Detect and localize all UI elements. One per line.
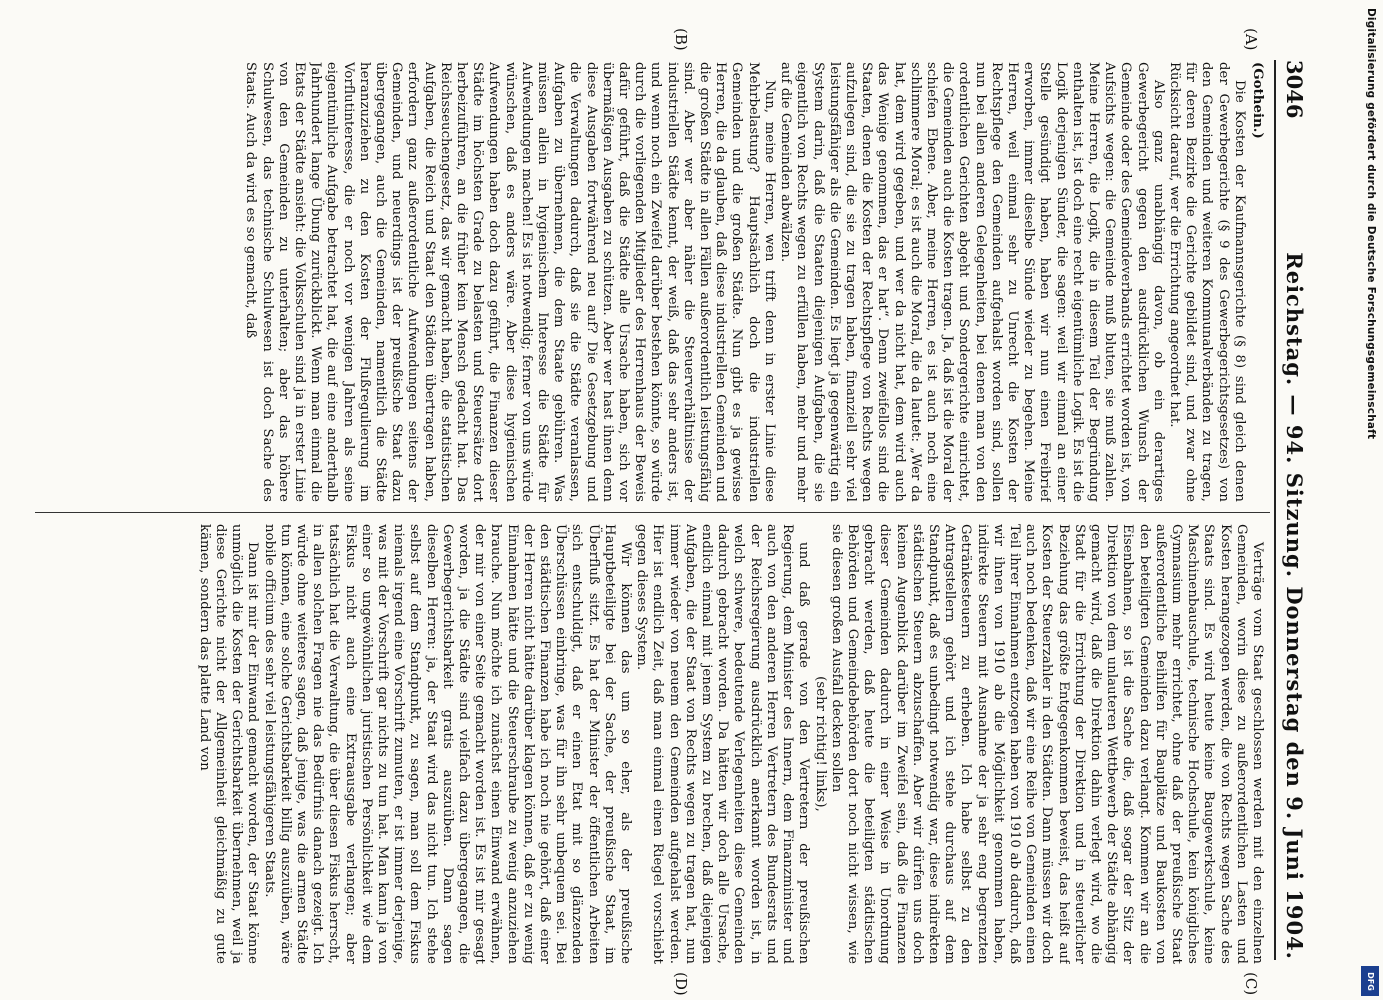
column-divider bbox=[35, 512, 1270, 513]
margin-marker-a: (A) bbox=[1242, 28, 1260, 51]
paragraph: und daß gerade von den Vertretern der preußischen Regierung, dem Minister des Innern, dem Finanzminister und auch von den anderen Herren Vertretern des Bundesrats und der Reichsregierung ausdrücklich anerkannt worden ist, in welch schwere, bedeutende Verlegenheiten diese Gemeinden dadurch gebracht worden. Da hätten wir doch alle Ursache, endlich einmal mit jenem System zu brechen, daß diejenigen Aufgaben, die der Staat von Rechts wegen zu tragen hat, nun immer wieder von neuem den Gemeinden aufgehalst werden. Hier ist endlich Zeit, daß man einmal einen Riegel vorschiebt gegen dieses System. bbox=[634, 524, 812, 964]
paragraph: Wir können das um so eher, als der preußische Hauptbeteiligte bei der Sache, der preußische Staat, im Überfluß sitzt. Es hat der Minister der öffentlichen Arbeiten sich entschuldigt, daß er einen Etat mit so glänzenden Überschüssen einbringe, was für ihn sehr unbequem sei. Bei den städtischen Finanzen habe ich noch nie gehört, daß einer der Herren nicht hätte darüber klagen können, daß er zu wenig Einnahmen hätte und die Steuerschraube zu wenig anzuziehen brauche. Nun möchte ich zunächst einen Einwand erwähnen, der mir von einer Seite gemacht worden ist. Es ist mir gesagt worden, ja die Städte sind vielfach dazu übergegangen, die Gewerbegerichtsbarkeit gratis auszuüben. Dann sagen dieselben Herren: ja, der Staat wird das nicht tun. Ich stehe selbst auf dem Standpunkt, zu sagen, man soll dem Fiskus niemals irgend eine Vorschrift zumuten, er ist immer derjenige, was mit der Vorschrift gar nichts zu tun hat. Man kann ja von einer so ungewöhnlichen juristischen Persönlichkeit wie dem Fiskus nicht auch eine Extraausgabe verlangen; aber tatsächlich hat die Verwaltung, die über diesen Fiskus herrscht, in allen solchen Fragen nie das Bedürfnis danach gezeigt. Ich würde ohne weiteres sagen, daß jenige, was die armen Städte tun können, eine solche Gerichtsbarkeit billig auszuüben, wäre nobile officium des sehr viel leistungsfähigeren Staats. bbox=[261, 524, 634, 964]
paragraph: Also ganz unabhängig davon, ob ein derartiges Gewerbegericht gegen den ausdrücklichen Wunsch der Gemeinde oder des Gemeindeverbands errichtet worden ist, von Aufsichts wegen: die Gemeinde muß bluten, sie muß zahlen. Meine Herren, die Logik, die in diesem Teil der Begründung enthalten ist, ist doch eine recht eigentümliche Logik. Es ist die Logik derjenigen Sünder, die sagen: weil wir einmal an einer Stelle gesündigt haben, haben wir nun einen Freibrief erworben, immer dieselbe Sünde wieder zu begehen. Meine Herren, weil einmal sehr zu Unrecht die Kosten der Rechtspflege den Gemeinden aufgehalst worden sind, sollen nun bei allen anderen Gelegenheiten, bei denen man von den ordentlichen Gerichten abgeht und Sondergerichte einrichtet, die Gemeinden auch die Kosten tragen. Ja, daß ist die Moral der schiefen Ebene. Aber, meine Herren, es ist auch noch eine schlimmere Moral; es ist auch die Moral, die da lautet: „Wer da hat, dem wird gegeben, und wer da nicht hat, dem wird auch das Wenige genommen, das er hat“. Denn zweifellos sind die Staaten, denen die Kosten der Rechtspflege von Rechts wegen aufzulegen sind, die sie zu tragen haben, finanziell sehr viel leistungsfähiger als die Gemeinden. Es liegt ja gegenwärtig ein System darin, daß die Staaten diejenigen Aufgaben, die sie eigentlich von Rechts wegen zu erfüllen haben, mehr und mehr auf die Gemeinden abwälzen. bbox=[778, 62, 1166, 502]
margin-marker-b: (B) bbox=[672, 28, 690, 51]
margin-marker-d: (D) bbox=[672, 972, 690, 996]
page-title: Reichstag. — 94. Sitzung. Donnerstag den 9. Juni 1904. bbox=[1282, 252, 1308, 960]
right-column bbox=[35, 524, 1265, 964]
page-number: 3046 bbox=[1282, 60, 1308, 119]
interjection: (sehr richtig! links), bbox=[812, 676, 828, 812]
speaker-name: (Gothein.) bbox=[1250, 62, 1265, 139]
digitization-credit bbox=[1357, 0, 1381, 1000]
dfg-logo-text: DFG bbox=[1365, 971, 1375, 991]
paragraph: Verträge vom Staat geschlossen werden mit den einzelnen Gemeinden, worin diese zu außerordentlichen Lasten und Kosten herangezogen werden, die von Rechts wegen Sache des Staats sind. Es wird heute keine Baugewerkschule, keine Maschinenbauschule, technische Hochschule, kein königliches Gymnasium mehr errichtet, ohne daß der preußische Staat außerordentliche Beihilfen für Bauplätze und Baukosten von den beteiligten Gemeinden dazu verlangt. Kommen wir an die Eisenbahnen, so ist die Sache die, daß sogar der Sitz der Direktion von dem unlauteren Wettbewerb der Städte abhängig gemacht wird, daß die Direktion dahin verlegt wird, wo die Stadt für die Errichtung der Direktion und in steuerlicher Beziehung das größte Entgegenkommen beweist, das heißt auf Kosten der Steuerzahler in den Städten. Dann müssen wir doch auch noch bedenken, daß wir eine Reihe von Gemeinden einen Teil ihrer Einnahmen entzogen haben von 1910 ab dadurch, daß wir ihnen von 1910 ab die Möglichkeit genommen haben, indirekte Steuern mit Ausnahme der ja sehr eng begrenzten Getränkesteuern zu erheben. Ich habe selbst zu den Antragstellern gehört und ich stehe durchaus auf dem Standpunkt, daß es unbedingt notwendig war, diese indirekten städtischen Steuern abzuschaffen. Aber wir dürfen uns doch keinen Augenblick darüber im Zweifel sein, daß die Finanzen dieser Gemeinden dadurch in einer Weise in Unordnung gebracht werden, daß heute die beteiligten städtischen Behörden und Gemeindebehörden dort noch nicht wissen, wie sie diesen großen Ausfall decken sollen bbox=[828, 524, 1265, 964]
page-header bbox=[1278, 60, 1312, 960]
rotated-page-content bbox=[20, 0, 1320, 1000]
left-column bbox=[35, 62, 1265, 502]
paragraph: Die Kosten der Kaufmannsgerichte (§ 8) sind gleich denen der Gewerbegerichte (§ 9 des Gewerbegerichtsgesetzes) von den Gemeinden und weiteren Kommunalverbänden zu tragen, für deren Bezirke die Gerichte gebildet sind, und zwar ohne Rücksicht darauf, wer die Errichtung angeordnet hat. bbox=[1166, 62, 1247, 502]
paragraph: Nun, meine Herren, wen trifft denn in erster Linie diese Mehrbelastung? Hauptsächlich doch die industriellen Gemeinden und die großen Städte. Nun gibt es ja gewisse Herren, die da glauben, daß diese industriellen Gemeinden und die großen Städte in allen Fällen außerordentlich leistungsfähig sind. Aber wer aber näher die Steuerverhältnisse der industriellen Städte kennt, der weiß, daß das sehr anders ist, und wenn noch ein Zweifel darüber bestehen könnte, so würde durch die vorliegenden Mitglieder des Herrenhaus der Beweis dafür geführt, daß die Städte alle Ursache haben, sich vor übermäßigen Ausgaben zu schützen. Aber wer hast ihnen denn diese Ausgaben fortwährend neu auf? Die Gesetzgebung und die Verwaltungen dadurch, daß sie die Städte veranlassen, Aufgaben zu übernehmen, die dem Staate gebühren. Was müssen allein in hygienischem Interesse die Städte für Aufwendungen machen! Es ist notwendig; ferner von uns würde wünschen, daß es anders wäre. Aber diese hygienischen Aufwendungen haben doch dazu geführt, die Finanzen dieser Städte im höchsten Grade zu belasten und Steuersätze dort herbeizuführen, an die früher kein Mensch gedacht hat. Das Reichsseuchengesetz, das wir gemacht haben, die statistischen Aufgaben, die Reich und Staat den Städten übertragen haben, erfordern ganz außerordentliche Aufwendungen seitens der Gemeinden, und neuerdings ist der preußische Staat dazu übergegangen, auch die Gemeinden, namentlich die Städte heranzuziehen zu den Kosten der Flußregulierung im Vorflutinteresse, die er noch vor wenigen Jahren als seine eigentümliche Aufgabe betrachtet hat, die auf eine anderthalb Jahrhundert lange Übung zurückblickt. Wenn man einmal die Etats der Städte ansieht: die Volksschulen sind ja in erster Linie von den Gemeinden zu unterhalten; aber das höhere Schulwesen, das technische Schulwesen ist doch Sache des Staats. Auch da wird es so gemacht, daß bbox=[243, 62, 777, 502]
dfg-logo bbox=[1361, 966, 1379, 996]
credit-text: Digitalisierung gefördert durch die Deutsche Forschungsgemeinschaft bbox=[1365, 8, 1377, 440]
margin-marker-c: (C) bbox=[1242, 972, 1260, 996]
paragraph: Dann ist mir der Einwand gemacht worden, der Staat könne unmöglich die Kosten der Gerichtsbarkeit übernehmen, weil ja diese Gerichte nicht der Allgemeinheit gleichmäßig zu gute kämen, sondern das platte Land von bbox=[196, 524, 261, 964]
header-rule bbox=[1274, 60, 1276, 960]
